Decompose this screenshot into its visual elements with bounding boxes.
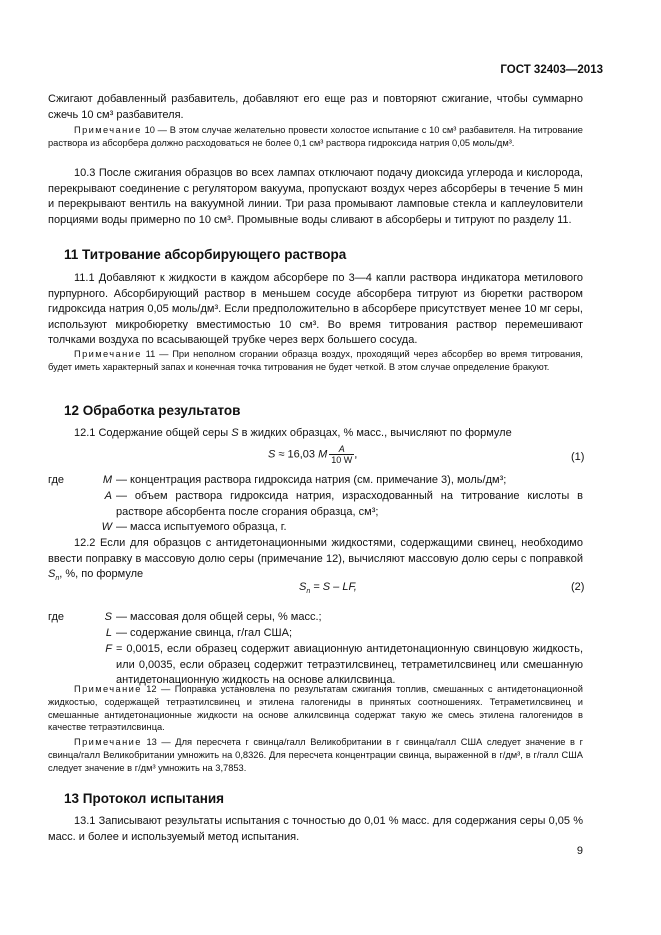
formula-2: $S_n = S$ – LF, xyxy=(299,581,357,595)
paragraph-top: Сжигают добавленный разбавитель, добавляют его еще раз и повторяют сжигание, чтобы суммарно сжечь 10 см³ разбавителя. xyxy=(48,93,583,121)
paragraph-13-1: 13.1 Записывают результаты испытания с точностью до 0,01 % масс. для содержания серы 0,05 % масс. и более и используемый метод испытания. xyxy=(48,815,583,843)
where-item: M — концентрация раствора гидроксида натрия (см. примечание 3), моль/дм³; xyxy=(102,474,507,486)
note-label: Примечание xyxy=(74,349,142,359)
paragraph-10-3: 10.3 После сжигания образцов во всех лампах отключают подачу диоксида углерода и кислорода, перекрывают соединение с регулятором вакуума, пропускают воздух через абсорберы в течение 5 мин и перекрывают вентиль на вакуумной линии. Три раза промывают ламповые стекла и каплеуловители порциями воды примерно по 10 см³. Промывные воды сливают в абсорберы и титруют по разделу 11. xyxy=(48,167,583,226)
note-12 xyxy=(48,683,583,734)
where-lead: где xyxy=(48,474,65,486)
where-item: W — масса испытуемого образца, г. xyxy=(101,521,287,533)
paragraph-12-2: 12.2 Если для образцов с антидетонационными жидкостями, содержащими свинец, необходимо ввести поправку в массовую долю серы (примечание 12), вычисляют массовую долю серы с поправкой $S_n$, %, по формуле xyxy=(48,537,583,582)
where-item: F = 0,0015, если образец содержит авиационную антидетонационную свинцовую жидкость, или 0,0035, если образец содержит тетраэтилсвинец, тетраметилсвинец или смешанную антидетонационную жидкость на основе алкилсвинца. xyxy=(105,643,583,686)
paragraph-11-1: 11.1 Добавляют к жидкости в каждом абсорбере по 3—4 капли раствора индикатора метилового пурпурного. Абсорбирующий раствор в меньшем сосуде абсорбера титруют из бюретки раствором гидроксида натрия 0,05 моль/дм³. Если предположительно в абсорбере присутствует менее 10 мг серы, используют микробюретку вместимостью 10 см³. Во время титрования раствор перемешивают толчками воздуха по всасывающей трубке через верх большего сосуда. xyxy=(48,272,583,346)
note-10 xyxy=(48,124,583,150)
formula-1-number: (1) xyxy=(571,451,585,463)
page-number: 9 xyxy=(576,845,583,857)
where-item: S — массовая доля общей серы, % масс.; xyxy=(104,611,322,623)
section-13-title: 13 Протокол испытания xyxy=(64,791,225,806)
note-11 xyxy=(48,348,583,374)
note-label: Примечание xyxy=(74,737,142,747)
document-code-header: ГОСТ 32403—2013 xyxy=(500,64,603,76)
where-item: L — содержание свинца, г/гал США; xyxy=(105,627,293,639)
formula-1: S ≈ 16,03 M $\frac{A}{10 W}$ , xyxy=(268,444,358,465)
paragraph-12-1: 12.1 Содержание общей серы S в жидких образцах, % масс., вычисляют по формуле xyxy=(74,427,512,439)
note-text: 10 — В этом случае желательно провести холостое испытание с 10 см³ разбавителя. На титрование раствора из абсорбера должно расходоваться не более 0,1 см³ раствора гидроксида натрия 0,05 моль/дм³. xyxy=(48,125,583,148)
note-text: 11 — При неполном сгорании образца воздух, проходящий через абсорбер во время титрования, будет иметь характерный запах и конечная точка титрования не будет четкой. В этом случае определение бракуют. xyxy=(48,349,583,372)
section-12-title: 12 Обработка результатов xyxy=(64,403,241,418)
note-label: Примечание xyxy=(74,125,142,135)
note-text: 12 — Поправка установлена по результатам сжигания топлив, смешанных с антидетонационной жидкостью, содержащей тетраэтилсвинец и этилена галогениды в принятых соотношениях. Тетраметилсвинец и смешанные антидетонационные жидкости на основе алкилсвинца содержат такую же смесь этилена галогенидов в качестве тетраэтилсвинца. xyxy=(48,684,583,733)
fraction: $\frac{A}{10 W}$ xyxy=(331,444,353,465)
where-item: A — объем раствора гидроксида натрия, израсходованный на титрование кислоты в растворе абсорбента после сгорания образца, см³; xyxy=(104,490,583,518)
note-text: 13 — Для пересчета г свинца/галл Великобритании в г свинца/галл США следует значение в г свинца/галл Великобритании умножить на 0,8326. Для пересчета концентрации свинца, выраженной в г/дм³, в г/галл США следует значение в г/дм³ умножить на 3,7853. xyxy=(48,737,583,773)
note-13 xyxy=(48,736,583,774)
where-lead: где xyxy=(48,611,65,623)
note-label: Примечание xyxy=(74,684,142,694)
formula-2-number: (2) xyxy=(571,581,585,593)
section-11-title: 11 Титрование абсорбирующего раствора xyxy=(64,247,347,262)
